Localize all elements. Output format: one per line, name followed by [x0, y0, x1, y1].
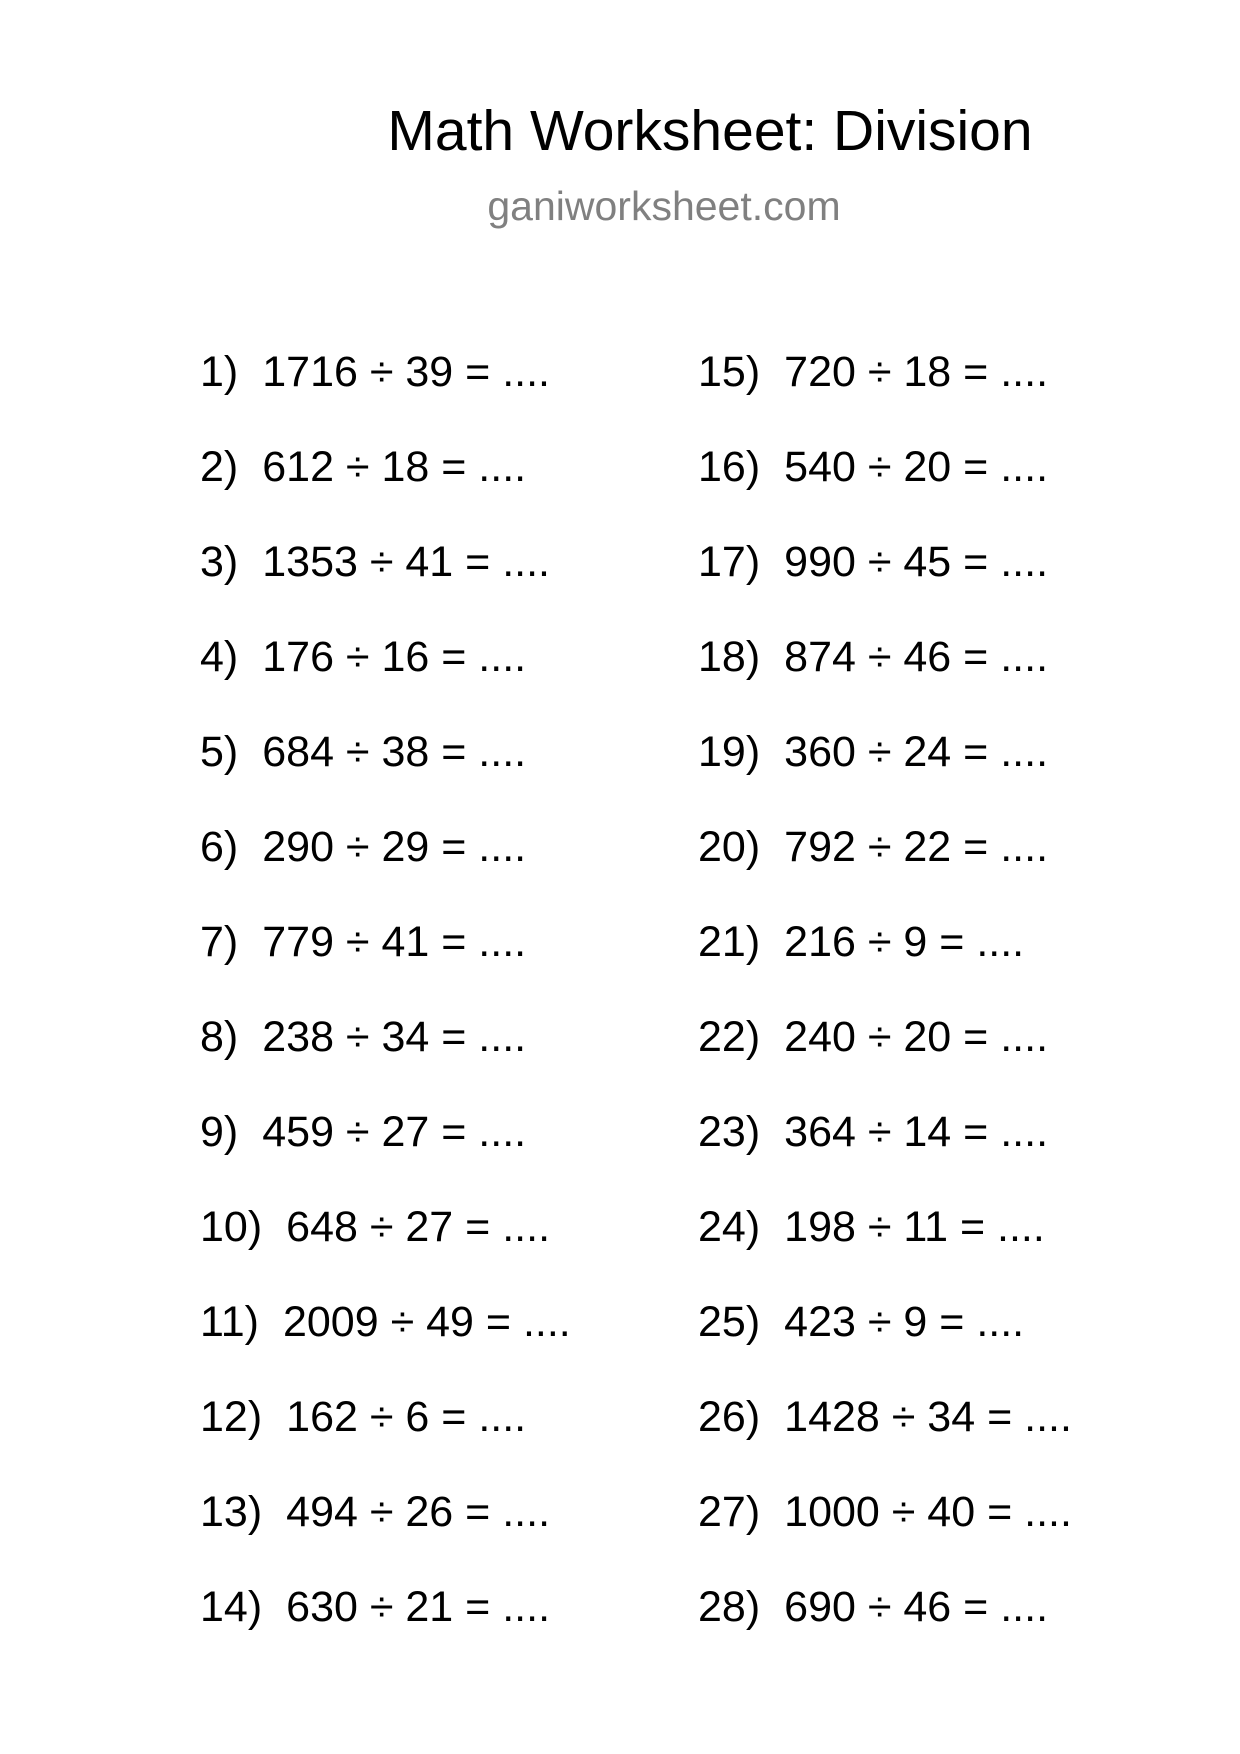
- problem-item: [200, 1584, 571, 1679]
- problem-expression: 540 ÷ 20 = ....: [784, 443, 1049, 491]
- problem-item: [698, 1489, 1072, 1584]
- problem-number: 10): [200, 1203, 263, 1251]
- problem-number: 23): [698, 1108, 761, 1156]
- problem-item: [698, 539, 1072, 634]
- problem-item: [698, 824, 1072, 919]
- problem-item: [698, 444, 1072, 539]
- problem-expression: 720 ÷ 18 = ....: [784, 348, 1049, 396]
- problem-expression: 364 ÷ 14 = ....: [784, 1108, 1049, 1156]
- problem-number: 26): [698, 1393, 761, 1441]
- problem-expression: 459 ÷ 27 = ....: [262, 1108, 527, 1156]
- problem-item: [698, 729, 1072, 824]
- problem-expression: 792 ÷ 22 = ....: [784, 823, 1049, 871]
- problem-expression: 1000 ÷ 40 = ....: [784, 1488, 1072, 1536]
- problem-expression: 684 ÷ 38 = ....: [262, 728, 527, 776]
- problem-number: 9): [200, 1108, 239, 1156]
- problem-expression: 240 ÷ 20 = ....: [784, 1013, 1049, 1061]
- problem-number: 8): [200, 1013, 239, 1061]
- problem-item: [698, 1014, 1072, 1109]
- problem-number: 21): [698, 918, 761, 966]
- problem-number: 5): [200, 728, 239, 776]
- problem-item: [200, 1109, 571, 1204]
- problem-number: 4): [200, 633, 239, 681]
- problem-number: 24): [698, 1203, 761, 1251]
- problem-expression: 990 ÷ 45 = ....: [784, 538, 1049, 586]
- problem-item: [200, 729, 571, 824]
- problem-item: [698, 1109, 1072, 1204]
- problem-expression: 360 ÷ 24 = ....: [784, 728, 1049, 776]
- problem-expression: 216 ÷ 9 = ....: [784, 918, 1025, 966]
- problem-expression: 779 ÷ 41 = ....: [262, 918, 527, 966]
- problem-number: 1): [200, 348, 239, 396]
- problem-expression: 1716 ÷ 39 = ....: [262, 348, 551, 396]
- problem-number: 6): [200, 823, 239, 871]
- problem-item: [200, 1014, 571, 1109]
- problem-item: [698, 1204, 1072, 1299]
- problem-number: 16): [698, 443, 761, 491]
- problem-expression: 176 ÷ 16 = ....: [262, 633, 527, 681]
- problem-column-left: [200, 349, 571, 1679]
- problem-number: 28): [698, 1583, 761, 1631]
- problem-number: 2): [200, 443, 239, 491]
- problem-expression: 630 ÷ 21 = ....: [286, 1583, 551, 1631]
- problem-item: [200, 1394, 571, 1489]
- problem-number: 7): [200, 918, 239, 966]
- problem-expression: 690 ÷ 46 = ....: [784, 1583, 1049, 1631]
- problem-item: [698, 349, 1072, 444]
- problem-expression: 874 ÷ 46 = ....: [784, 633, 1049, 681]
- problem-number: 14): [200, 1583, 263, 1631]
- worksheet-title: Math Worksheet: Division: [387, 99, 1033, 163]
- problem-item: [200, 1204, 571, 1299]
- problem-item: [200, 634, 571, 729]
- problem-number: 17): [698, 538, 761, 586]
- problem-expression: 1428 ÷ 34 = ....: [784, 1393, 1072, 1441]
- worksheet-source: ganiworksheet.com: [487, 183, 841, 229]
- problem-number: 18): [698, 633, 761, 681]
- problem-item: [698, 1299, 1072, 1394]
- problem-item: [200, 444, 571, 539]
- problem-expression: 423 ÷ 9 = ....: [784, 1298, 1025, 1346]
- problem-item: [698, 1394, 1072, 1489]
- problem-expression: 2009 ÷ 49 = ....: [282, 1298, 571, 1346]
- problem-expression: 648 ÷ 27 = ....: [286, 1203, 551, 1251]
- problem-number: 13): [200, 1488, 263, 1536]
- problem-expression: 1353 ÷ 41 = ....: [262, 538, 551, 586]
- problem-number: 15): [698, 348, 761, 396]
- problem-number: 25): [698, 1298, 761, 1346]
- problem-item: [200, 349, 571, 444]
- problem-expression: 290 ÷ 29 = ....: [262, 823, 527, 871]
- problem-item: [698, 1584, 1072, 1679]
- problem-number: 12): [200, 1393, 263, 1441]
- problem-column-right: [698, 349, 1072, 1679]
- problem-expression: 162 ÷ 6 = ....: [286, 1393, 527, 1441]
- problem-number: 22): [698, 1013, 761, 1061]
- problem-number: 3): [200, 538, 239, 586]
- problem-expression: 198 ÷ 11 = ....: [784, 1203, 1045, 1251]
- problem-number: 11): [200, 1298, 259, 1346]
- problem-expression: 494 ÷ 26 = ....: [286, 1488, 551, 1536]
- problem-item: [200, 1489, 571, 1584]
- problem-expression: 612 ÷ 18 = ....: [262, 443, 527, 491]
- problem-item: [698, 919, 1072, 1014]
- problem-item: [200, 919, 571, 1014]
- problem-number: 27): [698, 1488, 761, 1536]
- problem-expression: 238 ÷ 34 = ....: [262, 1013, 527, 1061]
- problem-item: [200, 824, 571, 919]
- problem-item: [200, 1299, 571, 1394]
- problem-number: 19): [698, 728, 761, 776]
- problem-number: 20): [698, 823, 761, 871]
- problem-item: [698, 634, 1072, 729]
- problem-item: [200, 539, 571, 634]
